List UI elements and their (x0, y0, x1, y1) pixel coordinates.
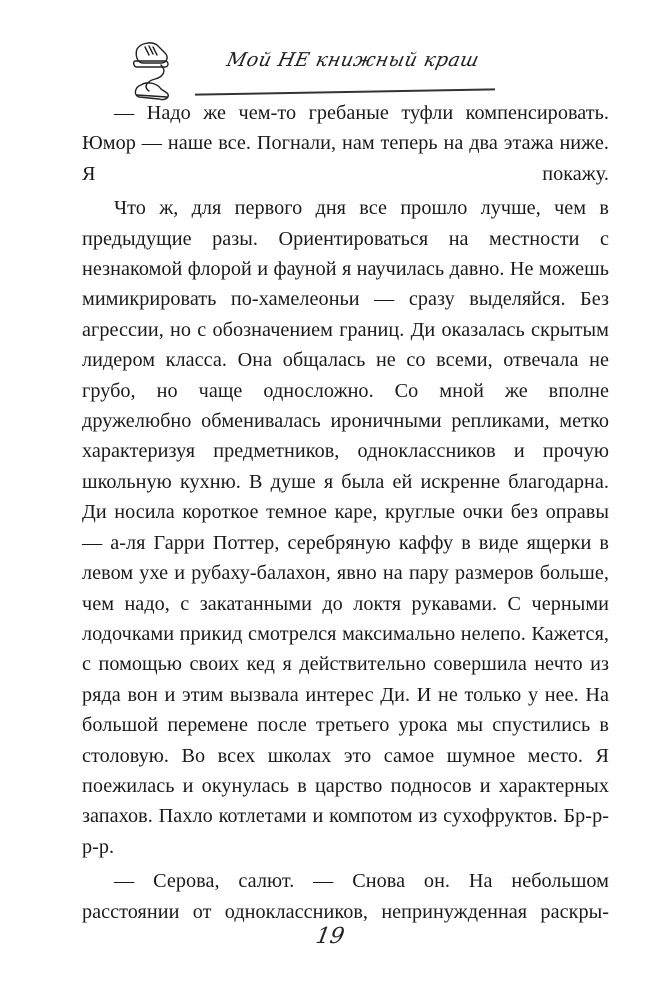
paragraph-1: — Надо же чем-то гребаные туфли компенсировать. Юмор — наше все. Погнали, нам теперь на два этажа ниже. Я покажу. (82, 102, 609, 185)
page-number: 19 (313, 924, 347, 949)
running-header (127, 35, 497, 105)
sneaker-icon (127, 35, 187, 103)
header-title: Мой НЕ книжный краш (224, 49, 482, 71)
header-underline (195, 88, 495, 95)
paragraph-3: — Серова, салют. — Снова он. На небольшом расстоянии от одноклассников, непринужденная раскры- (82, 870, 609, 923)
paragraph-2: Что ж, для первого дня все прошло лучше, чем в предыдущие разы. Ориентироваться на местности с незнакомой флорой и фауной я научилась давно. Не можешь мимикрировать по-хамелеоньи — сразу выделяйся. Без агрессии, но с обозначением границ. Ди оказалась скрытым лидером класса. Она общалась не со всеми, отвечала не грубо, но чаще односложно. Со мной же вполне дружелюбно обменивалась ироничными репликами, метко характеризуя предметников, одноклассников и прочую школьную кухню. В душе я была ей искренне благодарна. Ди носила короткое темное каре, круглые очки без оправы — а-ля Гарри Поттер, серебряную каффу в виде ящерки в левом ухе и рубаху-балахон, явно на пару размеров больше, чем надо, с закатанными до локтя рукавами. С черными лодочками прикид смотрелся максимально нелепо. Кажется, с помощью своих кед я действительно совершила нечто из ряда вон и этим вызвала интерес Ди. И не только у нее. На большой перемене после третьего урока мы спустились в столовую. Во всех школах это самое шумное место. Я поежилась и окунулась в царство подносов и характерных запахов. Пахло котлетами и компотом из сухофруктов. Бр-р-р-р. (82, 197, 609, 858)
body-text (82, 98, 609, 927)
